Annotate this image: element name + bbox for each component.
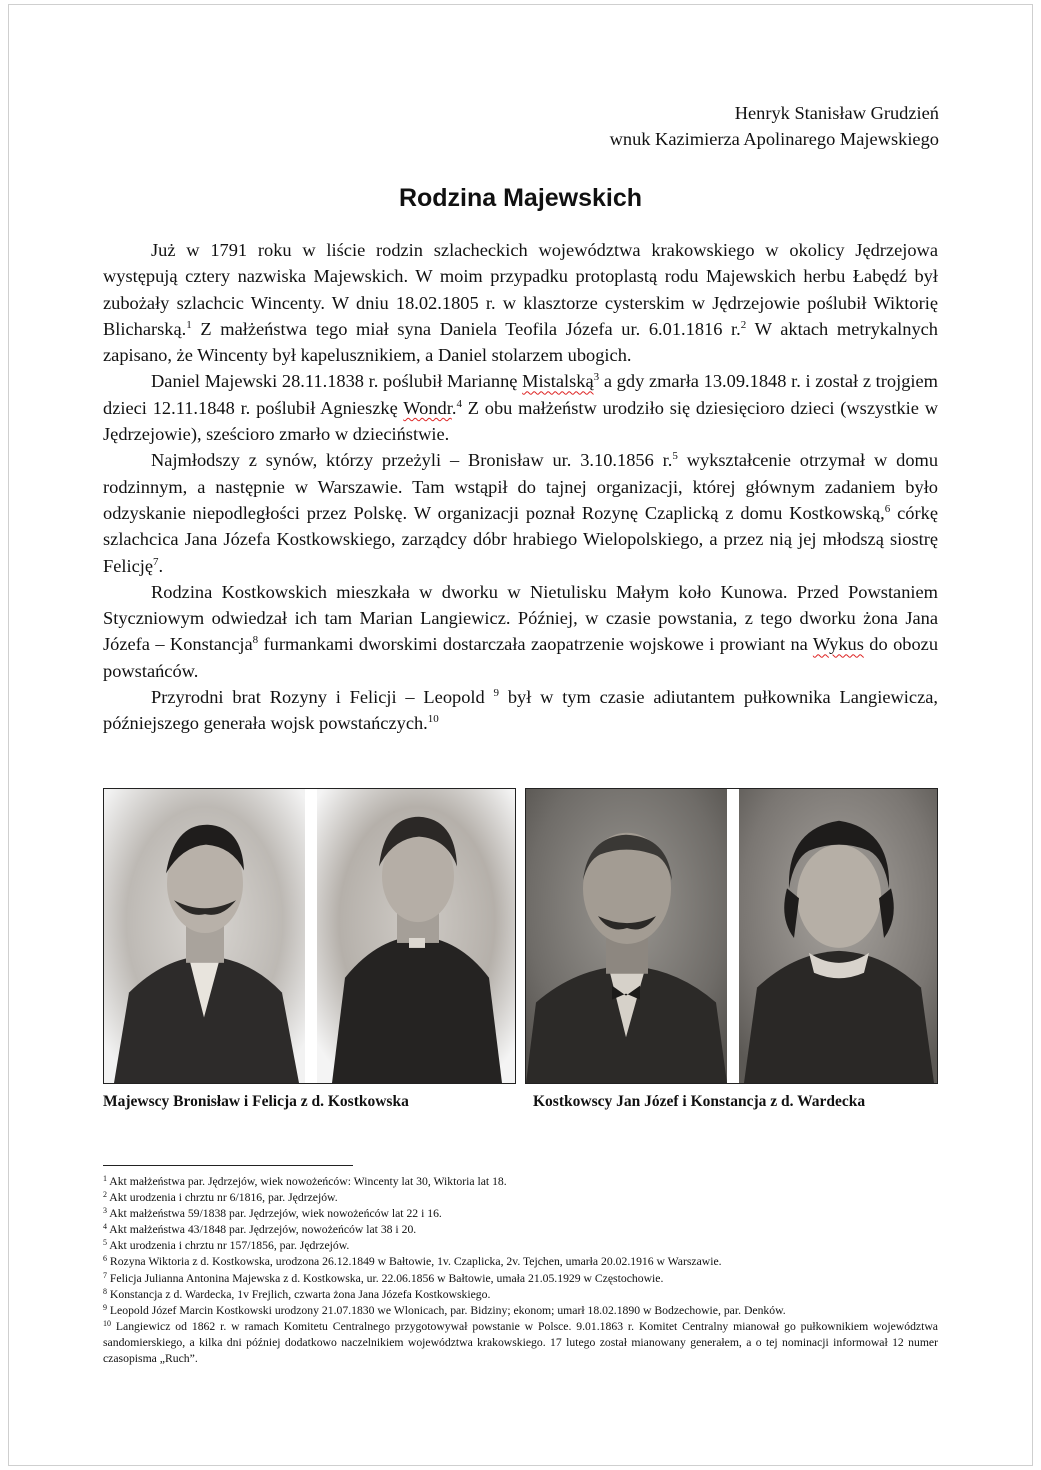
text-run: W aktach metrykalnych zapisano, że Wincenty był kapelusznikiem, a Daniel stolarzem ubogich. bbox=[103, 318, 938, 366]
author-name: Henryk Stanisław Grudzień bbox=[734, 103, 939, 123]
photo-caption-right: Kostkowscy Jan Józef i Konstancja z d. Wardecka bbox=[533, 1093, 866, 1110]
footnote-number: 2 bbox=[103, 1190, 107, 1200]
author-subtitle: wnuk Kazimierza Apolinarego Majewskiego bbox=[609, 129, 939, 149]
footnote-ref[interactable]: 3 bbox=[593, 371, 600, 384]
footnote-ref[interactable]: 9 bbox=[493, 687, 500, 700]
footnote-separator bbox=[103, 1165, 353, 1166]
footnote-text: Akt małżeństwa par. Jędrzejów, wiek nowożeńców: Wincenty lat 30, Wiktoria lat 18. bbox=[107, 1175, 507, 1188]
footnote-ref[interactable]: 1 bbox=[186, 318, 192, 331]
footnote-ref[interactable]: 10 bbox=[427, 713, 439, 726]
author-block bbox=[610, 100, 939, 152]
text-run: Przyrodni brat Rozyny i Felicji – Leopold bbox=[151, 687, 494, 708]
text-run: Już w 1791 roku w liście rodzin szlacheckich województwa krakowskiego w okolicy Jędrzejowa występują cztery nazwiska Majewskich. W moim przypadku protoplastą rodu Majewskich herbu Łabędź był zubożały szlachcic Wincenty. W dniu 18.02.1805 r. w klasztorze cysterskim w Jędrzejowie poślubił Wiktorię Blicharską. bbox=[103, 240, 938, 339]
portrait-konstancja bbox=[739, 789, 938, 1083]
paragraph-5 bbox=[103, 684, 938, 737]
text-run: a gdy zmarła 13.09.1848 r. i został z trojgiem dzieci 12.11.1848 r. poślubił Agnieszkę bbox=[103, 371, 938, 418]
photo-gap bbox=[727, 789, 739, 1083]
footnote bbox=[103, 1222, 938, 1238]
text-run: . bbox=[451, 397, 457, 418]
paragraph-4 bbox=[103, 579, 938, 684]
portrait-photo-left bbox=[103, 788, 516, 1084]
footnote-text: Konstancja z d. Wardecka, 1v Frejlich, czwarta żona Jana Józefa Kostkowskiego. bbox=[107, 1287, 491, 1301]
spellcheck-word: Wondr bbox=[403, 397, 452, 418]
text-run: do obozu powstańców. bbox=[103, 634, 939, 681]
footnote-text: Akt urodzenia i chrztu nr 157/1856, par. Jędrzejów. bbox=[107, 1239, 350, 1253]
footnote-text: Leopold Józef Marcin Kostkowski urodzony 21.07.1830 we Wlonicach, par. Bidziny; ekonom; umarł 18.02.1890 w Bodzechowie, par. Denków. bbox=[107, 1303, 786, 1317]
text-run: córkę szlachcica Jana Józefa Kostkowskiego, zarządcy dóbr hrabiego Wielopolskiego, a przez nią jej młodszą siostrę Felicję bbox=[103, 502, 938, 576]
photo-gap bbox=[305, 789, 317, 1083]
footnote bbox=[103, 1238, 938, 1254]
footnote-text: Akt małżeństwa 59/1838 par. Jędrzejów, wiek nowożeńców lat 22 i 16. bbox=[107, 1207, 442, 1221]
footnote bbox=[103, 1174, 938, 1190]
footnote-text: Felicja Julianna Antonina Majewska z d. Kostkowska, ur. 22.06.1856 w Bałtowie, umała 21.05.1929 w Częstochowie. bbox=[107, 1271, 664, 1285]
footnote bbox=[103, 1287, 938, 1303]
footnote-ref[interactable]: 8 bbox=[252, 634, 259, 647]
text-run: był w tym czasie adiutantem pułkownika Langiewicza, późniejszego generała wojsk powstańczych. bbox=[103, 687, 938, 734]
footnote bbox=[103, 1254, 938, 1270]
text-run: Z obu małżeństw urodziło się dziesięcioro dzieci (wszystkie w Jędrzejowie), sześcioro zmarło w dzieciństwie. bbox=[103, 397, 938, 445]
footnote-text: Rozyna Wiktoria z d. Kostkowska, urodzona 26.12.1849 w Bałtowie, 1v. Czaplicka, 2v. Tejchen, umarła 20.02.1916 w Warszawie. bbox=[107, 1255, 722, 1269]
footnote-number: 1 bbox=[103, 1174, 107, 1183]
spellcheck-word: Wykus bbox=[812, 634, 864, 655]
text-run: Daniel Majewski 28.11.1838 r. poślubił Mariannę bbox=[151, 371, 523, 392]
paragraph-3 bbox=[103, 447, 938, 578]
paragraph-2 bbox=[103, 368, 938, 447]
body-text bbox=[103, 237, 938, 737]
footnote-number: 8 bbox=[103, 1286, 107, 1296]
text-run: furmankami dworskimi dostarczała zaopatrzenie wojskowe i prowiant na bbox=[258, 634, 813, 655]
footnote-text: Langiewicz od 1862 r. w ramach Komitetu Centralnego przygotowywał powstanie w Polsce. 9.01.1863 r. Komitet Centralny mianował go pułkownikiem województwa sandomierskiego, a kilka dni później dodatkowo naczelnikiem województwa krakowskiego. 17 lutego został mianowany generałem, a o tej nominacji informował 12 numer czasopisma „Ruch”. bbox=[103, 1319, 938, 1366]
text-run: wykształcenie otrzymał w domu rodzinnym, a następnie w Warszawie. Tam wstąpił do tajnej organizacji, której głównym zadaniem było odzyskanie niepodległości przez Polskę. W organizacji poznał Rozynę Czaplicką z domu Kostkowską, bbox=[103, 450, 939, 523]
photo-caption-left: Majewscy Bronisław i Felicja z d. Kostkowska bbox=[103, 1093, 409, 1110]
footnote bbox=[103, 1190, 938, 1206]
text-run: Najmłodszy z synów, którzy przeżyli – Bronisław ur. 3.10.1856 r. bbox=[151, 450, 673, 471]
footnote-number: 5 bbox=[103, 1238, 107, 1248]
text-run: Z małżeństwa tego miał syna Daniela Teofila Józefa ur. 6.01.1816 r. bbox=[191, 318, 741, 339]
footnote bbox=[103, 1206, 938, 1222]
paragraph-1 bbox=[103, 237, 938, 368]
footnote-ref[interactable]: 6 bbox=[884, 502, 891, 515]
portrait-felicja bbox=[317, 789, 516, 1083]
text-run: . bbox=[158, 555, 164, 576]
portrait-bronislaw bbox=[104, 789, 305, 1083]
footnote-number: 3 bbox=[103, 1206, 107, 1216]
footnote-text: Akt urodzenia i chrztu nr 6/1816, par. Jędrzejów. bbox=[107, 1191, 338, 1205]
portrait-jan-jozef bbox=[526, 789, 727, 1083]
footnote-ref[interactable]: 5 bbox=[672, 450, 678, 463]
footnote-number: 4 bbox=[103, 1222, 107, 1232]
footnote-ref[interactable]: 2 bbox=[740, 318, 747, 331]
footnote-ref[interactable]: 4 bbox=[456, 397, 462, 410]
footnote-ref[interactable]: 7 bbox=[153, 555, 159, 568]
footnote bbox=[103, 1271, 938, 1287]
footnote-number: 6 bbox=[103, 1254, 107, 1264]
footnote-number: 10 bbox=[103, 1318, 111, 1328]
text-run: Rodzina Kostkowskich mieszkała w dworku w Nietulisku Małym koło Kunowa. Przed Powstaniem Styczniowym odwiedzał ich tam Marian Langiewicz. Później, w czasie powstania, z tego dworku żona Jana Józefa – Konstancja bbox=[103, 581, 938, 655]
footnote-number: 7 bbox=[103, 1270, 107, 1280]
spellcheck-word: Mistalską bbox=[522, 371, 594, 392]
footnotes bbox=[103, 1174, 938, 1367]
footnote-number: 9 bbox=[103, 1302, 107, 1312]
portrait-photo-right bbox=[525, 788, 938, 1084]
document-title: Rodzina Majewskich bbox=[398, 184, 643, 212]
footnote-text: Akt małżeństwa 43/1848 par. Jędrzejów, nowożeńców lat 38 i 20. bbox=[107, 1223, 417, 1237]
footnote bbox=[103, 1303, 938, 1319]
footnote bbox=[103, 1319, 938, 1367]
